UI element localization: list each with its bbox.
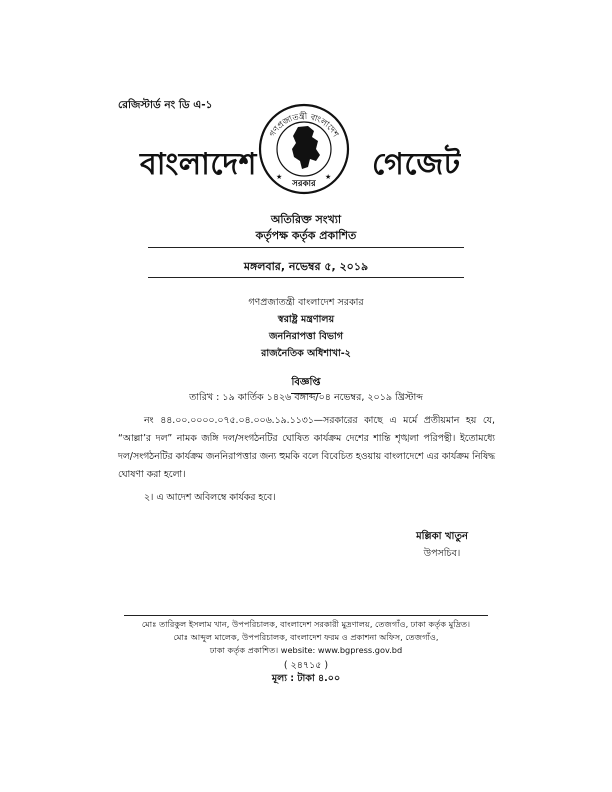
issue-date: মঙ্গলবার, নভেম্বর ৫, ২০১৯ [243, 260, 369, 273]
published-by-authority: কর্তৃপক্ষ কর্তৃক প্রকাশিত [255, 229, 357, 242]
seal-bottom-text: সরকার [292, 179, 316, 189]
footer-publisher: মোঃ আব্দুল মালেক, উপপরিচালক, বাংলাদেশ ফরম ও প্রকাশনা অফিস, তেজগাঁও, [173, 632, 439, 642]
government-seal [258, 103, 350, 195]
footer-website: ঢাকা কর্তৃক প্রকাশিত। website: www.bgpress.gov.bd [209, 645, 403, 655]
masthead-bangladesh: বাংলাদেশ [140, 147, 257, 182]
branch-name: রাজনৈতিক অধিশাখা-২ [261, 348, 351, 359]
bangladesh-map-icon [292, 126, 320, 169]
masthead-gazette: গেজেট [372, 147, 461, 182]
notice-paragraph-1: নং ৪৪.০০.০০০০.০৭৫.০৪.০০৬.১৯.১১৩১—সরকারের কাছে এ মর্মে প্রতীয়মান হয় যে, “আল্লা’র দল” নামক জঙ্গি দল/সংগঠনটির ঘোষিত কার্যক্রম দেশের শান্তি শৃঙ্খলা পরিপন্থী। ইতোমধ্যে দল/সংগঠনটির কার্যক্রম জননিরাপত্তার জন্য হুমকি বলে বিবেচিত হওয়ায় বাংলাদেশে এর কার্যক্রম নিষিদ্ধ ঘোষণা করা হলো। [118, 415, 495, 480]
notice-paragraph-2: ২। এ আদেশ অবিলম্বে কার্যকর হবে। [144, 492, 276, 503]
extraordinary-issue: অতিরিক্ত সংখ্যা [270, 213, 342, 226]
seal-arc-text: গণপ্রজাতন্ত্রী বাংলাদেশ [266, 110, 342, 139]
registration-number: রেজিস্টার্ড নং ডি এ-১ [118, 99, 213, 111]
signatory-name: মল্লিকা খাতুন [416, 531, 468, 542]
footer-divider [124, 615, 488, 616]
seal-star-right: ★ [325, 173, 332, 181]
ministry-name: স্বরাষ্ট্র মন্ত্রণালয় [277, 314, 335, 325]
seal-star-left: ★ [276, 173, 283, 181]
notice-date: তারিখ : ১৯ কার্তিক ১৪২৬ বঙ্গাব্দ/০৪ নভেম্বর, ২০১৯ খ্রিস্টাব্দ [189, 392, 423, 403]
notice-heading: বিজ্ঞপ্তি [291, 375, 320, 394]
footer-price: মূল্য : টাকা ৪.০০ [271, 673, 341, 684]
division-name: জননিরাপত্তা বিভাগ [269, 331, 343, 342]
government-name: গণপ্রজাতন্ত্রী বাংলাদেশ সরকার [248, 297, 364, 308]
divider-bottom [148, 277, 464, 278]
notice-body [118, 412, 495, 484]
signatory-title: উপসচিব। [423, 548, 461, 559]
divider-top [148, 247, 464, 248]
footer-printer: মোঃ তারিকুল ইসলাম খান, উপপরিচালক, বাংলাদেশ সরকারী মুদ্রণালয়, তেজগাঁও, ঢাকা কর্তৃক মুদ্রিত। [141, 619, 471, 629]
footer-serial: ( ২৪৭১৫ ) [283, 660, 329, 671]
